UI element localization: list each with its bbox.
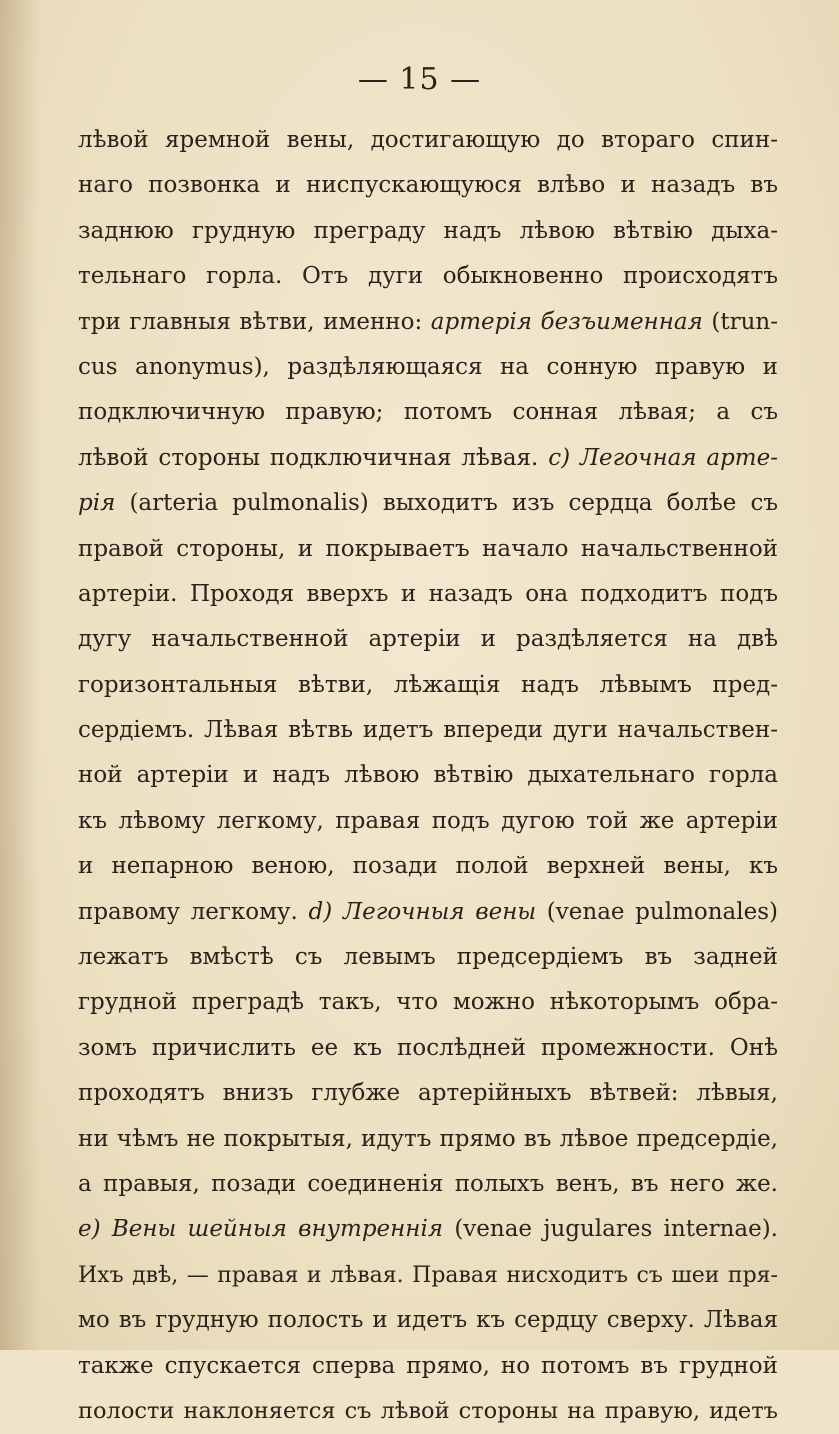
text-segment: наго позвонка и ниспускающуюся влѣво и назадъ въ xyxy=(78,172,778,199)
text-line xyxy=(78,527,778,572)
text-segment: горизонтальныя вѣтви, лѣжащія надъ лѣвымъ пред- xyxy=(78,671,778,698)
text-line xyxy=(78,1207,778,1252)
text-segment: ни чѣмъ не покрытыя, идутъ прямо въ лѣвое предсердіе, xyxy=(78,1125,778,1152)
text-segment: ной артеріи и надъ лѣвою вѣтвію дыхательнаго горла xyxy=(78,762,778,789)
text-line xyxy=(78,663,778,708)
text-segment: а правыя, позади соединенія полыхъ венъ, въ него же. xyxy=(78,1170,778,1197)
text-segment: (venae pulmonales) xyxy=(536,898,778,925)
text-segment: зомъ причислить ее къ послѣдней промежности. Онѣ xyxy=(78,1034,778,1061)
text-line xyxy=(78,708,778,753)
text-segment: cus anonymus), раздѣляющаяся на сонную правую и xyxy=(78,353,778,380)
text-line xyxy=(78,1162,778,1207)
text-segment: лежатъ вмѣстѣ съ левымъ предсердіемъ въ задней xyxy=(78,944,778,971)
text-line xyxy=(78,390,778,435)
text-segment: дугу начальственной артеріи и раздѣляется на двѣ xyxy=(78,626,778,653)
text-line xyxy=(78,1026,778,1071)
text-line xyxy=(78,163,778,208)
text-line xyxy=(78,1389,778,1434)
italic-term: d) Легочныя вены xyxy=(308,898,537,925)
text-line xyxy=(78,935,778,980)
text-line xyxy=(78,1298,778,1343)
text-segment: проходятъ внизъ глубже артерійныхъ вѣтвей: лѣвыя, xyxy=(78,1080,778,1107)
text-line xyxy=(78,300,778,345)
text-line xyxy=(78,572,778,617)
page-number: — 15 — xyxy=(357,62,482,97)
text-line xyxy=(78,1071,778,1116)
text-line xyxy=(78,481,778,526)
text-segment: правому легкому. xyxy=(78,898,309,925)
body-text xyxy=(78,118,778,1434)
italic-term: рія xyxy=(78,490,116,517)
italic-term: e) Вены шейныя внутреннія xyxy=(78,1216,444,1243)
text-line xyxy=(78,890,778,935)
text-line xyxy=(78,799,778,844)
text-line xyxy=(78,1344,778,1389)
text-line xyxy=(78,617,778,662)
text-segment: артеріи. Проходя вверхъ и назадъ она подходитъ подъ xyxy=(78,580,778,607)
text-segment: полости наклоняется съ лѣвой стороны на правую, идетъ xyxy=(78,1397,778,1424)
text-line xyxy=(78,844,778,889)
text-segment: мо въ грудную полость и идетъ къ сердцу сверху. Лѣвая xyxy=(78,1307,778,1334)
text-segment: Ихъ двѣ, — правая и лѣвая. Правая нисходитъ съ шеи пря- xyxy=(78,1262,778,1288)
text-line xyxy=(78,345,778,390)
text-segment: (arteria pulmonalis) выходитъ изъ сердца болѣе съ xyxy=(115,490,778,517)
text-line xyxy=(78,254,778,299)
text-line xyxy=(78,118,778,163)
text-segment: три главныя вѣтви, именно: xyxy=(78,308,431,335)
text-segment: грудной преградѣ такъ, что можно нѣкоторымъ обра- xyxy=(78,989,778,1016)
text-line xyxy=(78,436,778,481)
text-segment: заднюю грудную преграду надъ лѣвою вѣтвію дыха- xyxy=(78,217,778,244)
text-segment: лѣвой стороны подключичная лѣвая. xyxy=(78,444,549,471)
text-line xyxy=(78,1117,778,1162)
text-line xyxy=(78,753,778,798)
italic-term: артерія безъименная xyxy=(430,308,703,335)
text-segment: также спускается сперва прямо, но потомъ въ грудной xyxy=(78,1352,778,1379)
italic-term: c) Легочная арте- xyxy=(548,444,778,471)
text-segment: (trun- xyxy=(702,308,778,335)
text-line xyxy=(78,209,778,254)
text-segment: подключичную правую; потомъ сонная лѣвая; а съ xyxy=(78,399,778,426)
text-segment: (venae jugulares internae). xyxy=(443,1216,778,1243)
text-segment: лѣвой яремной вены, достигающую до втораго спин- xyxy=(78,127,778,153)
text-segment: сердіемъ. Лѣвая вѣтвь идетъ впереди дуги начальствен- xyxy=(78,717,778,744)
text-segment: къ лѣвому легкому, правая подъ дугою той же артеріи xyxy=(78,807,778,834)
text-segment: правой стороны, и покрываетъ начало начальственной xyxy=(78,535,778,562)
text-line xyxy=(78,1253,778,1298)
text-segment: и непарною веною, позади полой верхней вены, къ xyxy=(78,853,778,880)
text-segment: тельнаго горла. Отъ дуги обыкновенно происходятъ xyxy=(78,263,778,290)
text-line xyxy=(78,980,778,1025)
